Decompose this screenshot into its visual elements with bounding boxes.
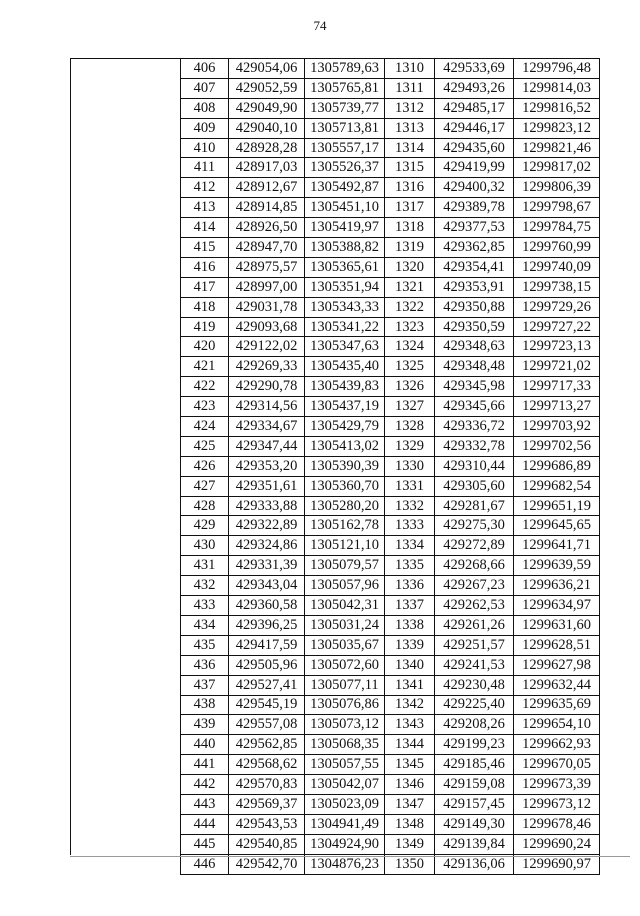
y-coordinate-b-cell: 1299670,05 bbox=[514, 755, 600, 775]
y-coordinate-b-cell: 1299627,98 bbox=[514, 655, 600, 675]
x-coordinate-a-cell: 429343,04 bbox=[229, 576, 305, 596]
point-number-a-cell: 429 bbox=[181, 516, 229, 536]
y-coordinate-a-cell: 1305042,31 bbox=[305, 596, 385, 616]
point-number-b-cell: 1318 bbox=[385, 218, 435, 238]
table-row bbox=[181, 158, 600, 178]
page-number: 74 bbox=[313, 18, 327, 33]
x-coordinate-a-cell: 429542,70 bbox=[229, 854, 305, 874]
y-coordinate-a-cell: 1305557,17 bbox=[305, 138, 385, 158]
point-number-b-cell: 1328 bbox=[385, 417, 435, 437]
y-coordinate-a-cell: 1305419,97 bbox=[305, 218, 385, 238]
point-number-b-cell: 1348 bbox=[385, 814, 435, 834]
point-number-b-cell: 1349 bbox=[385, 834, 435, 854]
x-coordinate-a-cell: 429505,96 bbox=[229, 655, 305, 675]
point-number-b-cell: 1335 bbox=[385, 556, 435, 576]
point-number-a-cell: 433 bbox=[181, 596, 229, 616]
x-coordinate-b-cell: 429354,41 bbox=[435, 257, 514, 277]
y-coordinate-b-cell: 1299727,22 bbox=[514, 317, 600, 337]
x-coordinate-b-cell: 429419,99 bbox=[435, 158, 514, 178]
point-number-b-cell: 1350 bbox=[385, 854, 435, 874]
point-number-a-cell: 421 bbox=[181, 357, 229, 377]
table-row bbox=[181, 775, 600, 795]
y-coordinate-a-cell: 1305437,19 bbox=[305, 397, 385, 417]
y-coordinate-a-cell: 1305739,77 bbox=[305, 98, 385, 118]
table-row bbox=[181, 98, 600, 118]
table-row bbox=[181, 436, 600, 456]
point-number-a-cell: 408 bbox=[181, 98, 229, 118]
point-number-a-cell: 419 bbox=[181, 317, 229, 337]
y-coordinate-b-cell: 1299639,59 bbox=[514, 556, 600, 576]
point-number-b-cell: 1321 bbox=[385, 277, 435, 297]
table-row bbox=[181, 297, 600, 317]
y-coordinate-b-cell: 1299690,97 bbox=[514, 854, 600, 874]
y-coordinate-b-cell: 1299702,56 bbox=[514, 436, 600, 456]
coordinates-table-body bbox=[181, 59, 600, 875]
table-row bbox=[181, 78, 600, 98]
point-number-a-cell: 409 bbox=[181, 118, 229, 138]
point-number-a-cell: 412 bbox=[181, 178, 229, 198]
y-coordinate-b-cell: 1299673,39 bbox=[514, 775, 600, 795]
y-coordinate-b-cell: 1299703,92 bbox=[514, 417, 600, 437]
y-coordinate-a-cell: 1305073,12 bbox=[305, 715, 385, 735]
point-number-a-cell: 446 bbox=[181, 854, 229, 874]
x-coordinate-b-cell: 429275,30 bbox=[435, 516, 514, 536]
table-row bbox=[181, 635, 600, 655]
point-number-b-cell: 1339 bbox=[385, 635, 435, 655]
y-coordinate-b-cell: 1299760,99 bbox=[514, 238, 600, 258]
x-coordinate-b-cell: 429251,57 bbox=[435, 635, 514, 655]
x-coordinate-a-cell: 428912,67 bbox=[229, 178, 305, 198]
point-number-b-cell: 1334 bbox=[385, 536, 435, 556]
point-number-a-cell: 423 bbox=[181, 397, 229, 417]
x-coordinate-a-cell: 429360,58 bbox=[229, 596, 305, 616]
y-coordinate-a-cell: 1305280,20 bbox=[305, 496, 385, 516]
x-coordinate-b-cell: 429262,53 bbox=[435, 596, 514, 616]
y-coordinate-a-cell: 1305347,63 bbox=[305, 337, 385, 357]
x-coordinate-b-cell: 429400,32 bbox=[435, 178, 514, 198]
point-number-b-cell: 1323 bbox=[385, 317, 435, 337]
point-number-b-cell: 1341 bbox=[385, 675, 435, 695]
y-coordinate-b-cell: 1299662,93 bbox=[514, 735, 600, 755]
x-coordinate-a-cell: 429290,78 bbox=[229, 377, 305, 397]
y-coordinate-b-cell: 1299635,69 bbox=[514, 695, 600, 715]
y-coordinate-a-cell: 1304876,23 bbox=[305, 854, 385, 874]
x-coordinate-b-cell: 429345,98 bbox=[435, 377, 514, 397]
y-coordinate-b-cell: 1299817,02 bbox=[514, 158, 600, 178]
x-coordinate-b-cell: 429136,06 bbox=[435, 854, 514, 874]
table-row bbox=[181, 655, 600, 675]
y-coordinate-a-cell: 1305079,57 bbox=[305, 556, 385, 576]
point-number-a-cell: 435 bbox=[181, 635, 229, 655]
left-blank-column bbox=[70, 58, 181, 855]
x-coordinate-a-cell: 429557,08 bbox=[229, 715, 305, 735]
x-coordinate-a-cell: 429351,61 bbox=[229, 476, 305, 496]
y-coordinate-a-cell: 1305077,11 bbox=[305, 675, 385, 695]
y-coordinate-a-cell: 1305789,63 bbox=[305, 59, 385, 79]
y-coordinate-b-cell: 1299823,12 bbox=[514, 118, 600, 138]
point-number-a-cell: 415 bbox=[181, 238, 229, 258]
y-coordinate-b-cell: 1299628,51 bbox=[514, 635, 600, 655]
x-coordinate-a-cell: 429347,44 bbox=[229, 436, 305, 456]
x-coordinate-a-cell: 429353,20 bbox=[229, 456, 305, 476]
y-coordinate-a-cell: 1305023,09 bbox=[305, 794, 385, 814]
x-coordinate-a-cell: 428917,03 bbox=[229, 158, 305, 178]
point-number-a-cell: 416 bbox=[181, 257, 229, 277]
y-coordinate-b-cell: 1299631,60 bbox=[514, 615, 600, 635]
y-coordinate-a-cell: 1305526,37 bbox=[305, 158, 385, 178]
y-coordinate-a-cell: 1305162,78 bbox=[305, 516, 385, 536]
point-number-b-cell: 1330 bbox=[385, 456, 435, 476]
table-row bbox=[181, 695, 600, 715]
point-number-b-cell: 1314 bbox=[385, 138, 435, 158]
y-coordinate-a-cell: 1305042,07 bbox=[305, 775, 385, 795]
y-coordinate-a-cell: 1305072,60 bbox=[305, 655, 385, 675]
table-row bbox=[181, 516, 600, 536]
table-row bbox=[181, 59, 600, 79]
x-coordinate-b-cell: 429261,26 bbox=[435, 615, 514, 635]
y-coordinate-a-cell: 1305388,82 bbox=[305, 238, 385, 258]
point-number-b-cell: 1338 bbox=[385, 615, 435, 635]
point-number-a-cell: 426 bbox=[181, 456, 229, 476]
y-coordinate-b-cell: 1299636,21 bbox=[514, 576, 600, 596]
point-number-a-cell: 407 bbox=[181, 78, 229, 98]
x-coordinate-b-cell: 429267,23 bbox=[435, 576, 514, 596]
y-coordinate-b-cell: 1299686,89 bbox=[514, 456, 600, 476]
table-row bbox=[181, 576, 600, 596]
x-coordinate-a-cell: 429570,83 bbox=[229, 775, 305, 795]
x-coordinate-b-cell: 429485,17 bbox=[435, 98, 514, 118]
table-row bbox=[181, 417, 600, 437]
x-coordinate-b-cell: 429353,91 bbox=[435, 277, 514, 297]
y-coordinate-a-cell: 1305360,70 bbox=[305, 476, 385, 496]
y-coordinate-b-cell: 1299651,19 bbox=[514, 496, 600, 516]
y-coordinate-b-cell: 1299729,26 bbox=[514, 297, 600, 317]
x-coordinate-a-cell: 429540,85 bbox=[229, 834, 305, 854]
x-coordinate-b-cell: 429139,84 bbox=[435, 834, 514, 854]
x-coordinate-b-cell: 429446,17 bbox=[435, 118, 514, 138]
y-coordinate-b-cell: 1299814,03 bbox=[514, 78, 600, 98]
point-number-b-cell: 1311 bbox=[385, 78, 435, 98]
y-coordinate-b-cell: 1299816,52 bbox=[514, 98, 600, 118]
point-number-a-cell: 413 bbox=[181, 198, 229, 218]
x-coordinate-a-cell: 429543,53 bbox=[229, 814, 305, 834]
y-coordinate-a-cell: 1305451,10 bbox=[305, 198, 385, 218]
x-coordinate-a-cell: 428947,70 bbox=[229, 238, 305, 258]
y-coordinate-a-cell: 1305439,83 bbox=[305, 377, 385, 397]
y-coordinate-b-cell: 1299806,39 bbox=[514, 178, 600, 198]
x-coordinate-b-cell: 429199,23 bbox=[435, 735, 514, 755]
x-coordinate-a-cell: 429052,59 bbox=[229, 78, 305, 98]
x-coordinate-b-cell: 429362,85 bbox=[435, 238, 514, 258]
y-coordinate-b-cell: 1299654,10 bbox=[514, 715, 600, 735]
point-number-a-cell: 431 bbox=[181, 556, 229, 576]
table-row bbox=[181, 218, 600, 238]
x-coordinate-b-cell: 429332,78 bbox=[435, 436, 514, 456]
table-row bbox=[181, 615, 600, 635]
y-coordinate-a-cell: 1305765,81 bbox=[305, 78, 385, 98]
x-coordinate-a-cell: 429093,68 bbox=[229, 317, 305, 337]
x-coordinate-a-cell: 429545,19 bbox=[229, 695, 305, 715]
x-coordinate-b-cell: 429272,89 bbox=[435, 536, 514, 556]
y-coordinate-b-cell: 1299740,09 bbox=[514, 257, 600, 277]
bottom-rule bbox=[70, 856, 630, 857]
y-coordinate-a-cell: 1304924,90 bbox=[305, 834, 385, 854]
x-coordinate-a-cell: 429054,06 bbox=[229, 59, 305, 79]
y-coordinate-a-cell: 1305057,55 bbox=[305, 755, 385, 775]
table-row bbox=[181, 337, 600, 357]
x-coordinate-b-cell: 429435,60 bbox=[435, 138, 514, 158]
point-number-a-cell: 439 bbox=[181, 715, 229, 735]
point-number-a-cell: 420 bbox=[181, 337, 229, 357]
point-number-a-cell: 410 bbox=[181, 138, 229, 158]
x-coordinate-b-cell: 429389,78 bbox=[435, 198, 514, 218]
table-row bbox=[181, 456, 600, 476]
y-coordinate-b-cell: 1299641,71 bbox=[514, 536, 600, 556]
y-coordinate-b-cell: 1299690,24 bbox=[514, 834, 600, 854]
x-coordinate-a-cell: 429562,85 bbox=[229, 735, 305, 755]
y-coordinate-b-cell: 1299723,13 bbox=[514, 337, 600, 357]
point-number-b-cell: 1313 bbox=[385, 118, 435, 138]
table-row bbox=[181, 496, 600, 516]
point-number-b-cell: 1325 bbox=[385, 357, 435, 377]
x-coordinate-a-cell: 429417,59 bbox=[229, 635, 305, 655]
y-coordinate-a-cell: 1305121,10 bbox=[305, 536, 385, 556]
x-coordinate-a-cell: 429322,89 bbox=[229, 516, 305, 536]
x-coordinate-a-cell: 428926,50 bbox=[229, 218, 305, 238]
point-number-a-cell: 425 bbox=[181, 436, 229, 456]
y-coordinate-b-cell: 1299738,15 bbox=[514, 277, 600, 297]
y-coordinate-b-cell: 1299717,33 bbox=[514, 377, 600, 397]
table-row bbox=[181, 735, 600, 755]
x-coordinate-a-cell: 429396,25 bbox=[229, 615, 305, 635]
point-number-b-cell: 1332 bbox=[385, 496, 435, 516]
x-coordinate-b-cell: 429493,26 bbox=[435, 78, 514, 98]
x-coordinate-a-cell: 429568,62 bbox=[229, 755, 305, 775]
point-number-a-cell: 427 bbox=[181, 476, 229, 496]
point-number-a-cell: 445 bbox=[181, 834, 229, 854]
point-number-b-cell: 1347 bbox=[385, 794, 435, 814]
point-number-a-cell: 414 bbox=[181, 218, 229, 238]
point-number-b-cell: 1340 bbox=[385, 655, 435, 675]
y-coordinate-b-cell: 1299632,44 bbox=[514, 675, 600, 695]
y-coordinate-b-cell: 1299713,27 bbox=[514, 397, 600, 417]
x-coordinate-a-cell: 428914,85 bbox=[229, 198, 305, 218]
table-row bbox=[181, 317, 600, 337]
point-number-b-cell: 1344 bbox=[385, 735, 435, 755]
y-coordinate-a-cell: 1305057,96 bbox=[305, 576, 385, 596]
y-coordinate-b-cell: 1299784,75 bbox=[514, 218, 600, 238]
x-coordinate-a-cell: 429031,78 bbox=[229, 297, 305, 317]
point-number-a-cell: 417 bbox=[181, 277, 229, 297]
table-row bbox=[181, 198, 600, 218]
x-coordinate-a-cell: 429269,33 bbox=[229, 357, 305, 377]
point-number-b-cell: 1312 bbox=[385, 98, 435, 118]
x-coordinate-b-cell: 429336,72 bbox=[435, 417, 514, 437]
y-coordinate-a-cell: 1305390,39 bbox=[305, 456, 385, 476]
table-row bbox=[181, 536, 600, 556]
x-coordinate-a-cell: 429122,02 bbox=[229, 337, 305, 357]
y-coordinate-a-cell: 1305343,33 bbox=[305, 297, 385, 317]
y-coordinate-b-cell: 1299798,67 bbox=[514, 198, 600, 218]
x-coordinate-b-cell: 429310,44 bbox=[435, 456, 514, 476]
x-coordinate-b-cell: 429185,46 bbox=[435, 755, 514, 775]
point-number-b-cell: 1342 bbox=[385, 695, 435, 715]
table-row bbox=[181, 257, 600, 277]
point-number-a-cell: 440 bbox=[181, 735, 229, 755]
table-row bbox=[181, 377, 600, 397]
x-coordinate-b-cell: 429345,66 bbox=[435, 397, 514, 417]
y-coordinate-a-cell: 1305413,02 bbox=[305, 436, 385, 456]
y-coordinate-a-cell: 1305713,81 bbox=[305, 118, 385, 138]
x-coordinate-a-cell: 429314,56 bbox=[229, 397, 305, 417]
table-row bbox=[181, 357, 600, 377]
x-coordinate-a-cell: 429334,67 bbox=[229, 417, 305, 437]
point-number-a-cell: 428 bbox=[181, 496, 229, 516]
x-coordinate-b-cell: 429159,08 bbox=[435, 775, 514, 795]
x-coordinate-b-cell: 429241,53 bbox=[435, 655, 514, 675]
point-number-b-cell: 1315 bbox=[385, 158, 435, 178]
point-number-a-cell: 437 bbox=[181, 675, 229, 695]
x-coordinate-b-cell: 429348,63 bbox=[435, 337, 514, 357]
table-row bbox=[181, 277, 600, 297]
y-coordinate-a-cell: 1305068,35 bbox=[305, 735, 385, 755]
point-number-a-cell: 406 bbox=[181, 59, 229, 79]
point-number-b-cell: 1331 bbox=[385, 476, 435, 496]
point-number-a-cell: 434 bbox=[181, 615, 229, 635]
point-number-a-cell: 432 bbox=[181, 576, 229, 596]
point-number-b-cell: 1317 bbox=[385, 198, 435, 218]
y-coordinate-a-cell: 1305435,40 bbox=[305, 357, 385, 377]
point-number-b-cell: 1320 bbox=[385, 257, 435, 277]
point-number-a-cell: 438 bbox=[181, 695, 229, 715]
table-row bbox=[181, 814, 600, 834]
x-coordinate-b-cell: 429157,45 bbox=[435, 794, 514, 814]
point-number-a-cell: 411 bbox=[181, 158, 229, 178]
table-row bbox=[181, 755, 600, 775]
y-coordinate-a-cell: 1305031,24 bbox=[305, 615, 385, 635]
x-coordinate-b-cell: 429377,53 bbox=[435, 218, 514, 238]
point-number-a-cell: 441 bbox=[181, 755, 229, 775]
point-number-b-cell: 1333 bbox=[385, 516, 435, 536]
x-coordinate-b-cell: 429208,26 bbox=[435, 715, 514, 735]
y-coordinate-a-cell: 1305341,22 bbox=[305, 317, 385, 337]
x-coordinate-b-cell: 429305,60 bbox=[435, 476, 514, 496]
point-number-a-cell: 444 bbox=[181, 814, 229, 834]
point-number-a-cell: 424 bbox=[181, 417, 229, 437]
table-row bbox=[181, 138, 600, 158]
y-coordinate-b-cell: 1299634,97 bbox=[514, 596, 600, 616]
point-number-a-cell: 443 bbox=[181, 794, 229, 814]
point-number-b-cell: 1310 bbox=[385, 59, 435, 79]
table-row bbox=[181, 854, 600, 874]
table-row bbox=[181, 794, 600, 814]
table-row bbox=[181, 397, 600, 417]
y-coordinate-b-cell: 1299678,46 bbox=[514, 814, 600, 834]
point-number-b-cell: 1316 bbox=[385, 178, 435, 198]
table-row bbox=[181, 238, 600, 258]
point-number-b-cell: 1329 bbox=[385, 436, 435, 456]
x-coordinate-b-cell: 429281,67 bbox=[435, 496, 514, 516]
table-row bbox=[181, 675, 600, 695]
x-coordinate-a-cell: 429569,37 bbox=[229, 794, 305, 814]
y-coordinate-a-cell: 1305035,67 bbox=[305, 635, 385, 655]
point-number-b-cell: 1327 bbox=[385, 397, 435, 417]
x-coordinate-a-cell: 429049,90 bbox=[229, 98, 305, 118]
x-coordinate-b-cell: 429348,48 bbox=[435, 357, 514, 377]
table-row bbox=[181, 118, 600, 138]
y-coordinate-b-cell: 1299721,02 bbox=[514, 357, 600, 377]
table-row bbox=[181, 715, 600, 735]
table-row bbox=[181, 178, 600, 198]
y-coordinate-a-cell: 1305492,87 bbox=[305, 178, 385, 198]
x-coordinate-b-cell: 429268,66 bbox=[435, 556, 514, 576]
x-coordinate-a-cell: 428928,28 bbox=[229, 138, 305, 158]
x-coordinate-a-cell: 429333,88 bbox=[229, 496, 305, 516]
point-number-b-cell: 1324 bbox=[385, 337, 435, 357]
x-coordinate-b-cell: 429225,40 bbox=[435, 695, 514, 715]
x-coordinate-a-cell: 428997,00 bbox=[229, 277, 305, 297]
table-row bbox=[181, 556, 600, 576]
y-coordinate-a-cell: 1305351,94 bbox=[305, 277, 385, 297]
y-coordinate-a-cell: 1304941,49 bbox=[305, 814, 385, 834]
y-coordinate-a-cell: 1305365,61 bbox=[305, 257, 385, 277]
x-coordinate-a-cell: 428975,57 bbox=[229, 257, 305, 277]
coordinates-table bbox=[180, 58, 600, 875]
table-row bbox=[181, 596, 600, 616]
point-number-a-cell: 422 bbox=[181, 377, 229, 397]
point-number-a-cell: 442 bbox=[181, 775, 229, 795]
y-coordinate-b-cell: 1299796,48 bbox=[514, 59, 600, 79]
point-number-b-cell: 1346 bbox=[385, 775, 435, 795]
point-number-b-cell: 1326 bbox=[385, 377, 435, 397]
point-number-b-cell: 1319 bbox=[385, 238, 435, 258]
x-coordinate-a-cell: 429331,39 bbox=[229, 556, 305, 576]
point-number-b-cell: 1343 bbox=[385, 715, 435, 735]
table-row bbox=[181, 476, 600, 496]
y-coordinate-a-cell: 1305429,79 bbox=[305, 417, 385, 437]
x-coordinate-a-cell: 429040,10 bbox=[229, 118, 305, 138]
y-coordinate-b-cell: 1299682,54 bbox=[514, 476, 600, 496]
point-number-a-cell: 436 bbox=[181, 655, 229, 675]
y-coordinate-b-cell: 1299673,12 bbox=[514, 794, 600, 814]
point-number-b-cell: 1345 bbox=[385, 755, 435, 775]
x-coordinate-a-cell: 429527,41 bbox=[229, 675, 305, 695]
x-coordinate-b-cell: 429149,30 bbox=[435, 814, 514, 834]
y-coordinate-b-cell: 1299645,65 bbox=[514, 516, 600, 536]
table-row bbox=[181, 834, 600, 854]
y-coordinate-a-cell: 1305076,86 bbox=[305, 695, 385, 715]
x-coordinate-b-cell: 429350,88 bbox=[435, 297, 514, 317]
x-coordinate-b-cell: 429533,69 bbox=[435, 59, 514, 79]
x-coordinate-b-cell: 429230,48 bbox=[435, 675, 514, 695]
point-number-b-cell: 1337 bbox=[385, 596, 435, 616]
x-coordinate-b-cell: 429350,59 bbox=[435, 317, 514, 337]
point-number-b-cell: 1336 bbox=[385, 576, 435, 596]
point-number-a-cell: 430 bbox=[181, 536, 229, 556]
y-coordinate-b-cell: 1299821,46 bbox=[514, 138, 600, 158]
point-number-a-cell: 418 bbox=[181, 297, 229, 317]
x-coordinate-a-cell: 429324,86 bbox=[229, 536, 305, 556]
point-number-b-cell: 1322 bbox=[385, 297, 435, 317]
